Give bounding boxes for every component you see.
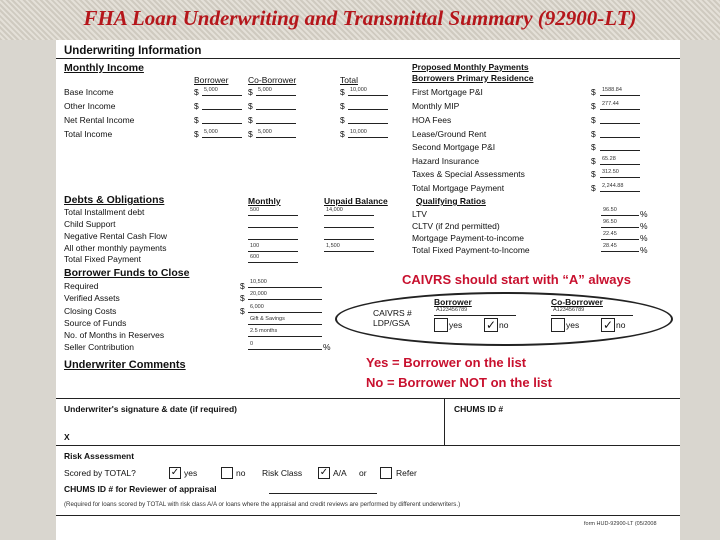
installment-unpaid[interactable]: 14,000	[324, 206, 374, 216]
debt-label: Total Installment debt	[64, 207, 145, 217]
funds-heading: Borrower Funds to Close	[64, 267, 190, 279]
signature-label: Underwriter's signature & date (if required)	[64, 404, 237, 414]
dollar-sign: $	[248, 115, 253, 125]
debt-label: All other monthly payments	[64, 243, 167, 253]
hazard-insurance-field[interactable]: 65.28	[600, 155, 640, 165]
dollar-sign: $	[194, 115, 199, 125]
lease-rent-field[interactable]	[600, 128, 640, 138]
caivrs-annotation: CAIVRS should start with “A” always	[402, 272, 631, 287]
coborrower-caivrs-field[interactable]: A123456789	[551, 306, 633, 316]
scored-yes-checkbox[interactable]: ✓	[170, 467, 180, 478]
other-income-total[interactable]	[348, 100, 388, 110]
base-income-total[interactable]: 10,000	[348, 86, 388, 96]
payment-label: Total Mortgage Payment	[412, 183, 505, 193]
yes-annotation: Yes = Borrower on the list	[366, 355, 527, 370]
col-coborrower: Co-Borrower	[248, 75, 297, 85]
ratio-label: Mortgage Payment-to-income	[412, 233, 524, 243]
reserves-field[interactable]: 2.5 months	[248, 327, 322, 337]
form-id: form HUD-92900-LT (05/2008	[584, 521, 657, 527]
aa-label: A/A	[333, 468, 347, 478]
dollar-sign: $	[591, 183, 596, 193]
scored-label: Scored by TOTAL?	[64, 468, 136, 478]
page-title: FHA Loan Underwriting and Transmittal Summary (92900-LT)	[83, 6, 637, 30]
dollar-sign: $	[194, 129, 199, 139]
other-payments-unpaid[interactable]: 1,500	[324, 242, 374, 252]
divider	[56, 398, 680, 399]
form-sheet	[56, 40, 680, 540]
payment-label: Hazard Insurance	[412, 156, 480, 166]
payment-label: HOA Fees	[412, 115, 452, 125]
coborrower-no-checkbox[interactable]: ✓	[602, 318, 614, 332]
dollar-sign: $	[194, 101, 199, 111]
rental-income-coborrower[interactable]	[256, 114, 296, 124]
chums-label: CHUMS ID #	[454, 404, 504, 414]
other-payments-monthly[interactable]: 100	[248, 242, 298, 252]
dollar-sign: $	[591, 169, 596, 179]
no-label: no	[616, 320, 626, 330]
hoa-fees-field[interactable]	[600, 114, 640, 124]
payment-label: Lease/Ground Rent	[412, 129, 487, 139]
verified-assets-field[interactable]: 20,000	[248, 290, 322, 300]
caivrs-borrower-heading: Borrower	[434, 297, 472, 307]
payment-label: Second Mortgage P&I	[412, 142, 496, 152]
total-income-total[interactable]: 10,000	[348, 128, 388, 138]
rental-income-total[interactable]	[348, 114, 388, 124]
total-mortgage-field[interactable]: 2,244.88	[600, 182, 640, 192]
no-label: no	[236, 468, 246, 478]
refer-checkbox[interactable]	[380, 467, 392, 479]
risk-heading: Risk Assessment	[64, 451, 135, 461]
monthly-income-heading: Monthly Income	[64, 62, 144, 74]
dollar-sign: $	[240, 281, 245, 291]
child-support-monthly[interactable]	[248, 218, 298, 228]
dollar-sign: $	[591, 129, 596, 139]
funds-label: Closing Costs	[64, 306, 117, 316]
income-label-rental: Net Rental Income	[64, 115, 135, 125]
ratios-heading: Qualifying Ratios	[416, 196, 486, 206]
dollar-sign: $	[340, 115, 345, 125]
funds-label: Seller Contribution	[64, 342, 134, 352]
payments-subheading: Borrowers Primary Residence	[412, 73, 534, 83]
dollar-sign: $	[194, 87, 199, 97]
installment-monthly[interactable]: 500	[248, 206, 298, 216]
borrower-caivrs-field[interactable]: A123456789	[434, 306, 516, 316]
dollar-sign: $	[340, 87, 345, 97]
rental-income-borrower[interactable]	[202, 114, 242, 124]
funds-label: Verified Assets	[64, 293, 120, 303]
other-income-coborrower[interactable]	[256, 100, 296, 110]
income-label-total: Total Income	[64, 129, 113, 139]
neg-rental-unpaid[interactable]	[324, 230, 374, 240]
no-label: no	[499, 320, 509, 330]
yes-label: yes	[566, 320, 580, 330]
funds-label: No. of Months in Reserves	[64, 330, 165, 340]
cltv-field[interactable]: 96.50	[601, 218, 639, 228]
ratio-label: CLTV (if 2nd permitted)	[412, 221, 500, 231]
aa-checkbox[interactable]: ✓	[319, 467, 329, 478]
reviewer-chums-line[interactable]	[269, 493, 377, 494]
funds-label: Source of Funds	[64, 318, 127, 328]
dollar-sign: $	[591, 142, 596, 152]
other-income-borrower[interactable]	[202, 100, 242, 110]
income-label-base: Base Income	[64, 87, 114, 97]
child-support-unpaid[interactable]	[324, 218, 374, 228]
income-label-other: Other Income	[64, 101, 116, 111]
reviewer-chums-label: CHUMS ID # for Reviewer of appraisal	[64, 484, 217, 494]
ratio-label: LTV	[412, 209, 427, 219]
taxes-field[interactable]: 312.50	[600, 168, 640, 178]
dollar-sign: $	[340, 101, 345, 111]
fixed-payment-monthly[interactable]: 600	[248, 253, 298, 263]
signature-x[interactable]: X	[64, 432, 70, 442]
base-income-coborrower[interactable]: 5,000	[256, 86, 296, 96]
borrower-no-checkbox[interactable]: ✓	[485, 318, 497, 332]
col-monthly: Monthly	[248, 196, 281, 206]
total-income-borrower[interactable]: 5,000	[202, 128, 242, 138]
risk-class-label: Risk Class	[262, 468, 303, 478]
closing-costs-field[interactable]: 6,000	[248, 303, 322, 313]
comments-heading: Underwriter Comments	[64, 359, 186, 371]
ldp-gsa-label: LDP/GSA	[373, 318, 410, 328]
refer-label: Refer	[396, 468, 417, 478]
dollar-sign: $	[591, 87, 596, 97]
pct-sign: %	[640, 245, 648, 255]
neg-rental-monthly[interactable]	[248, 230, 298, 240]
dollar-sign: $	[248, 101, 253, 111]
payment-label: First Mortgage P&I	[412, 87, 483, 97]
ltv-field[interactable]: 96.50	[601, 206, 639, 216]
debt-label: Child Support	[64, 219, 116, 229]
pct-sign: %	[640, 221, 648, 231]
caivrs-label: CAIVRS #	[373, 308, 412, 318]
or-label: or	[359, 468, 367, 478]
coborrower-yes-checkbox[interactable]	[551, 318, 565, 332]
total-income-coborrower[interactable]: 5,000	[256, 128, 296, 138]
dollar-sign: $	[591, 101, 596, 111]
yes-label: yes	[449, 320, 463, 330]
col-borrower: Borrower	[194, 75, 229, 85]
dollar-sign: $	[591, 115, 596, 125]
caivrs-coborrower-heading: Co-Borrower	[551, 297, 603, 307]
monthly-mip-field[interactable]: 277.44	[600, 100, 640, 110]
payment-label: Monthly MIP	[412, 101, 460, 111]
scored-no-checkbox[interactable]	[221, 467, 233, 479]
dollar-sign: $	[591, 156, 596, 166]
pct-sign: %	[640, 209, 648, 219]
pct-sign: %	[323, 342, 331, 352]
first-mortgage-field[interactable]: 1588.84	[600, 86, 640, 96]
yes-label: yes	[184, 468, 198, 478]
divider	[56, 445, 680, 446]
col-unpaid: Unpaid Balance	[324, 196, 388, 206]
payment-label: Taxes & Special Assessments	[412, 169, 525, 179]
dollar-sign: $	[340, 129, 345, 139]
debt-label: Total Fixed Payment	[64, 254, 142, 264]
dollar-sign: $	[248, 87, 253, 97]
total-ratio-field[interactable]: 28.45	[601, 242, 639, 252]
divider	[444, 398, 445, 445]
borrower-yes-checkbox[interactable]	[434, 318, 448, 332]
no-annotation: No = Borrower NOT on the list	[366, 375, 552, 390]
second-mortgage-field[interactable]	[600, 141, 640, 151]
dollar-sign: $	[240, 293, 245, 303]
risk-note: (Required for loans scored by TOTAL with risk class A/A or loans where the appraisal and credit reviews are performed by different underwriters.)	[64, 501, 461, 508]
seller-contribution-field[interactable]: 0	[248, 340, 322, 350]
divider	[56, 58, 680, 59]
debts-heading: Debts & Obligations	[64, 194, 165, 206]
payments-heading: Proposed Monthly Payments	[412, 62, 529, 72]
section-title: Underwriting Information	[64, 45, 202, 57]
ratio-label: Total Fixed Payment-to-Income	[412, 245, 530, 255]
dollar-sign: $	[240, 306, 245, 316]
required-funds-field[interactable]: 10,500	[248, 278, 322, 288]
col-total: Total	[340, 75, 358, 85]
base-income-borrower[interactable]: 5,000	[202, 86, 242, 96]
divider	[56, 515, 680, 516]
mortgage-ratio-field[interactable]: 22.45	[601, 230, 639, 240]
debt-label: Negative Rental Cash Flow	[64, 231, 167, 241]
funds-label: Required	[64, 281, 99, 291]
pct-sign: %	[640, 233, 648, 243]
source-funds-field[interactable]: Gift & Savings	[248, 315, 322, 325]
dollar-sign: $	[248, 129, 253, 139]
